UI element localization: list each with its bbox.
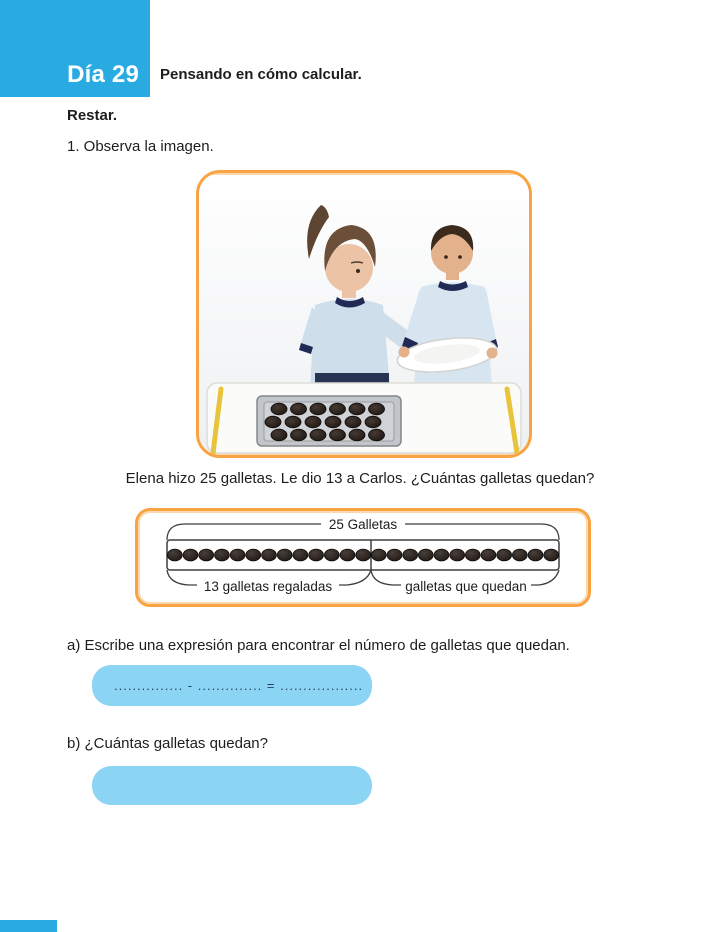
- answer-box-result[interactable]: [92, 766, 372, 805]
- tray-cookie: [271, 403, 287, 415]
- cookie-row-layer: [167, 549, 558, 561]
- tray-cookie: [291, 429, 307, 441]
- tray-cookie: [310, 403, 326, 415]
- day-header-block: [0, 0, 150, 97]
- cookie: [418, 549, 433, 561]
- question-b-label: b) ¿Cuántas galletas quedan?: [67, 735, 268, 752]
- cookie: [183, 549, 198, 561]
- tray-cookie: [291, 403, 307, 415]
- cookie: [528, 549, 543, 561]
- tray-cookie: [365, 416, 381, 428]
- cookie: [215, 549, 230, 561]
- diagram-left-label: 13 galletas regaladas: [203, 579, 333, 594]
- boy-left-hand: [399, 347, 410, 358]
- cookie: [246, 549, 261, 561]
- photo-card: [196, 170, 532, 458]
- cookie: [340, 549, 355, 561]
- cookie: [403, 549, 418, 561]
- cookie: [434, 549, 449, 561]
- cookie: [544, 549, 559, 561]
- tray-cookie: [305, 416, 321, 428]
- tray-cookie: [310, 429, 326, 441]
- cookie: [199, 549, 214, 561]
- cookie: [512, 549, 527, 561]
- tray-cookie: [349, 403, 365, 415]
- cookie: [387, 549, 402, 561]
- topic-title: Restar.: [67, 107, 118, 124]
- tray-cookie: [349, 429, 365, 441]
- answer-box-expression[interactable]: [92, 665, 372, 706]
- question-a-label: a) Escribe una expresión para encontrar el número de galletas que quedan.: [67, 637, 570, 654]
- problem-statement: Elena hizo 25 galletas. Le dio 13 a Carlos. ¿Cuántas galletas quedan?: [125, 470, 595, 487]
- day-label: Día 29: [67, 61, 139, 88]
- cookie: [293, 549, 308, 561]
- cookie: [356, 549, 371, 561]
- tray-cookie: [285, 416, 301, 428]
- cookie: [481, 549, 496, 561]
- part-whole-svg: [141, 512, 585, 599]
- cookie: [262, 549, 277, 561]
- tray-cookie: [345, 416, 361, 428]
- tray-cookie: [325, 416, 341, 428]
- instruction-text: 1. Observa la imagen.: [67, 138, 214, 155]
- header-subtitle: Pensando en cómo calcular.: [160, 66, 362, 83]
- cookie: [465, 549, 480, 561]
- cookie: [309, 549, 324, 561]
- part-whole-diagram-card: [135, 508, 591, 607]
- tray-cookie: [265, 416, 281, 428]
- cookie: [450, 549, 465, 561]
- footer-accent-strip: [0, 920, 57, 932]
- boy-right-hand: [487, 348, 498, 359]
- cookie: [371, 549, 386, 561]
- tray-cookie: [369, 429, 385, 441]
- diagram-total-label: 25 Galletas: [328, 517, 398, 532]
- cookie: [230, 549, 245, 561]
- cookie-tray: [257, 396, 401, 446]
- tray-cookie: [271, 429, 287, 441]
- cookie: [277, 549, 292, 561]
- diagram-right-label: galletas que quedan: [405, 579, 527, 594]
- expression-placeholder: ............... - .............. = ..................: [114, 678, 364, 693]
- cookie: [167, 549, 182, 561]
- tray-cookie: [330, 403, 346, 415]
- tray-cookie: [369, 403, 385, 415]
- cookie: [497, 549, 512, 561]
- cookie: [324, 549, 339, 561]
- photo-illustration: [199, 173, 529, 455]
- tray-cookie: [330, 429, 346, 441]
